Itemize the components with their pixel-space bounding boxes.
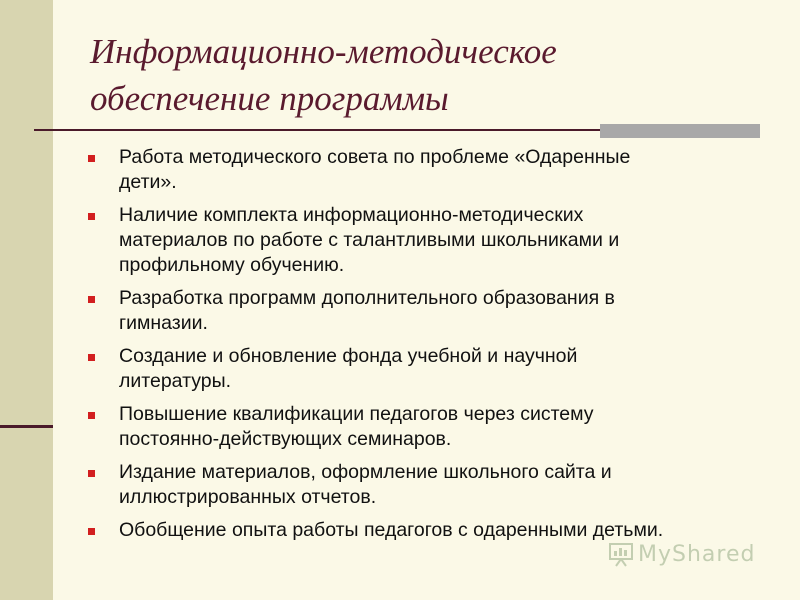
square-bullet-icon bbox=[88, 213, 95, 220]
bullet-item-publishing bbox=[88, 460, 758, 510]
bullet-text-line: Обобщение опыта работы педагогов с одаренными детьми. bbox=[119, 519, 664, 541]
slide-title-line-1: Информационно-методическое bbox=[90, 32, 557, 71]
bullet-text-line: дети». bbox=[119, 171, 177, 193]
bullet-item-program-development bbox=[88, 286, 758, 336]
bullet-text-line: литературы. bbox=[119, 370, 232, 392]
bullet-text-line: Разработка программ дополнительного образования в bbox=[119, 287, 615, 309]
square-bullet-icon bbox=[88, 296, 95, 303]
bullet-text-line: постоянно-действующих семинаров. bbox=[119, 428, 452, 450]
bullet-text-line: Повышение квалификации педагогов через систему bbox=[119, 403, 594, 425]
left-band-divider bbox=[0, 425, 53, 428]
watermark bbox=[608, 538, 755, 570]
bullet-item-methodical-council bbox=[88, 145, 758, 195]
bullet-text-line: Работа методического совета по проблеме «Одаренные bbox=[119, 146, 631, 168]
bullet-text-line: материалов по работе с талантливыми школьниками и bbox=[119, 229, 620, 251]
square-bullet-icon bbox=[88, 155, 95, 162]
title-rule-accent-bar bbox=[600, 124, 760, 138]
square-bullet-icon bbox=[88, 412, 95, 419]
left-decorative-band bbox=[0, 0, 53, 600]
square-bullet-icon bbox=[88, 470, 95, 477]
bullet-text-line: Наличие комплекта информационно-методических bbox=[119, 204, 584, 226]
slide-title-line-2: обеспечение программы bbox=[90, 79, 449, 118]
bullet-text-line: профильному обучению. bbox=[119, 254, 345, 276]
bullet-text-line: Создание и обновление фонда учебной и научной bbox=[119, 345, 578, 367]
watermark-text: MyShared bbox=[638, 541, 756, 567]
presentation-board-icon bbox=[608, 541, 634, 567]
bullet-item-qualification bbox=[88, 402, 758, 452]
square-bullet-icon bbox=[88, 354, 95, 361]
slide-title bbox=[90, 28, 770, 122]
bullet-item-materials-kit bbox=[88, 203, 758, 278]
bullet-item-literature-fund bbox=[88, 344, 758, 394]
square-bullet-icon bbox=[88, 528, 95, 535]
bullet-list bbox=[88, 145, 758, 551]
bullet-text-line: гимназии. bbox=[119, 312, 208, 334]
bullet-text-line: иллюстрированных отчетов. bbox=[119, 486, 377, 508]
bullet-text-line: Издание материалов, оформление школьного сайта и bbox=[119, 461, 612, 483]
